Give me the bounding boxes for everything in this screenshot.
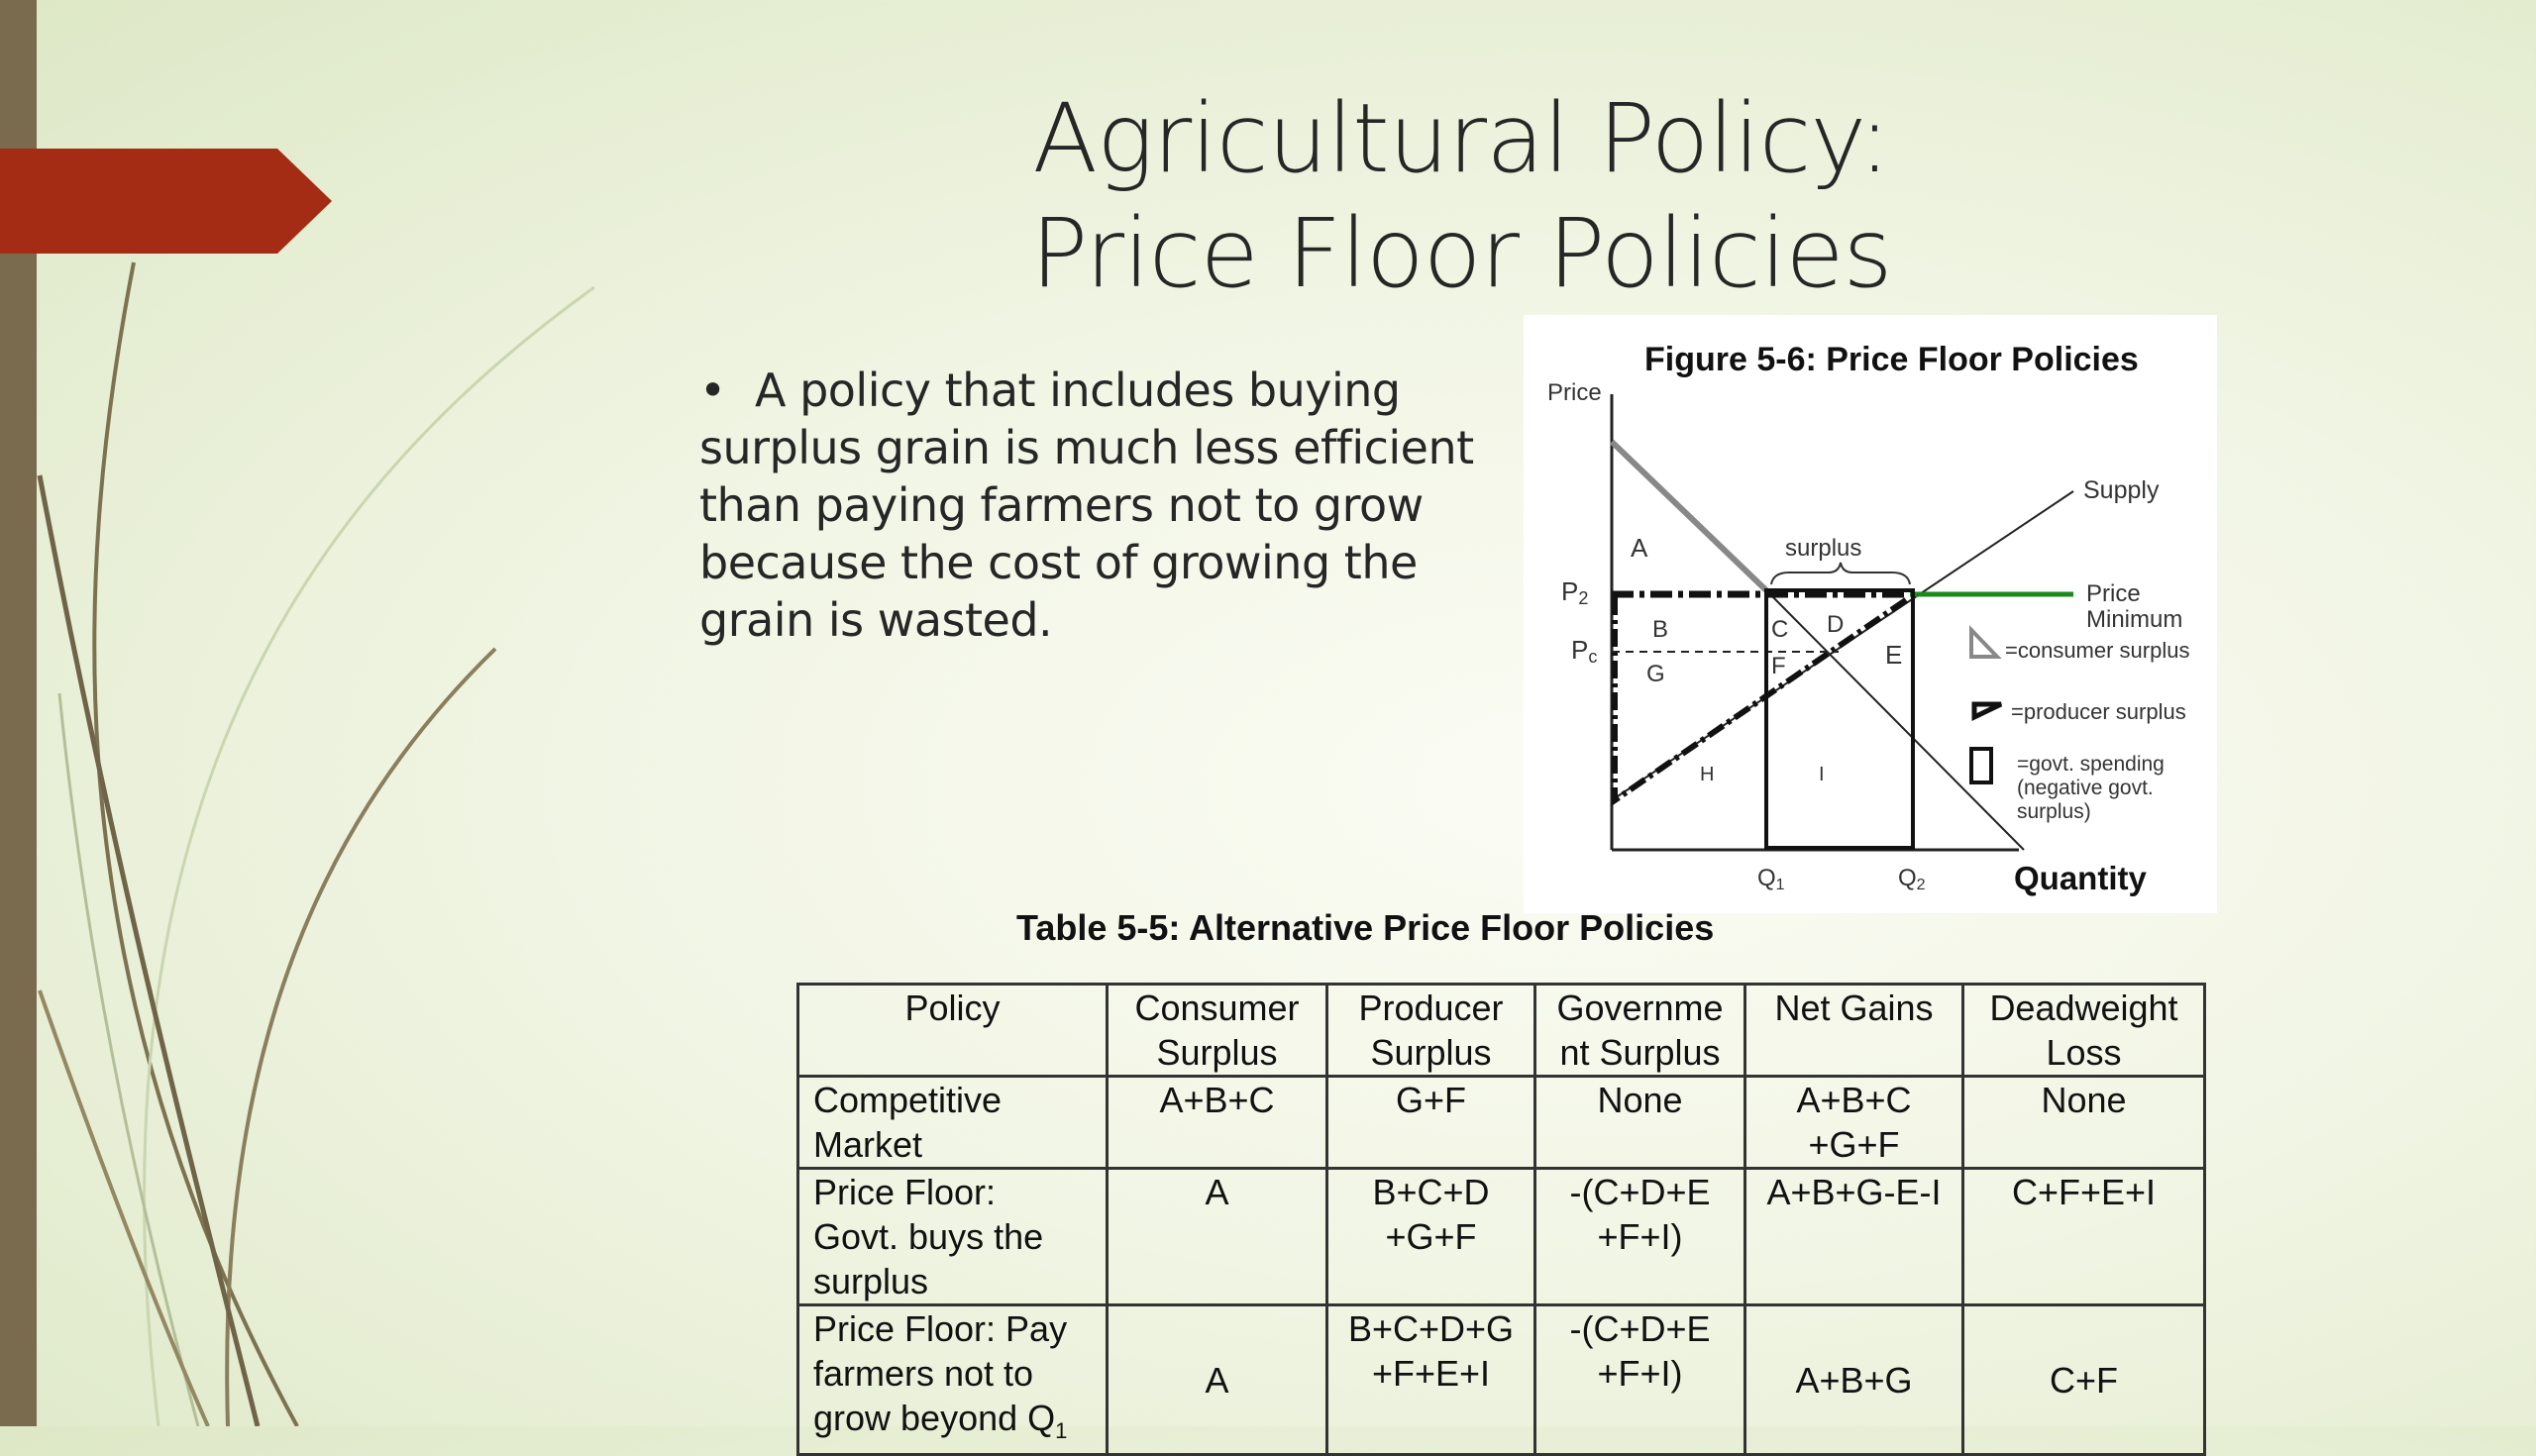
area-label-c: C <box>1771 616 1789 643</box>
legend-govt-text-3: surplus) <box>2017 800 2091 823</box>
cell-deadweight: C+F+E+I <box>1963 1169 2205 1305</box>
price-min-label-1: Price <box>2086 580 2141 607</box>
cell-net: A+B+C +G+F <box>1745 1077 1963 1169</box>
policy-table <box>796 983 2206 1456</box>
cell-consumer: A <box>1108 1305 1327 1455</box>
supply-label: Supply <box>2083 476 2160 504</box>
legend-govt-text-1: =govt. spending <box>2017 753 2165 776</box>
demand-curve-lower <box>1766 590 2024 850</box>
figure-title: Figure 5-6: Price Floor Policies <box>1644 341 2139 378</box>
cell-policy: Competitive Market <box>798 1077 1108 1169</box>
demand-curve-upper <box>1612 442 1766 590</box>
bullet-marker: • <box>699 364 726 417</box>
cell-deadweight: C+F <box>1963 1305 2205 1455</box>
cell-government: -(C+D+E +F+I) <box>1535 1305 1745 1455</box>
surplus-brace <box>1771 563 1910 584</box>
price-floor-diagram <box>1524 315 2217 913</box>
area-label-g: G <box>1646 661 1665 687</box>
arrow-tab-accent <box>0 149 332 254</box>
legend-govt-icon <box>1971 749 1991 782</box>
table-row <box>798 1305 2205 1455</box>
header-net-gains: Net Gains <box>1745 985 1963 1077</box>
slide-title-line-1: Agricultural Policy: <box>1032 83 1890 194</box>
area-label-h: H <box>1700 764 1715 785</box>
area-label-a: A <box>1631 533 1648 563</box>
p2-label: P2 <box>1561 576 1589 608</box>
cell-net: A+B+G-E-I <box>1745 1169 1963 1305</box>
cell-policy: Price Floor: Pay farmers not to grow beyond $Q_1$ <box>798 1305 1108 1455</box>
q1-label: Q1 <box>1757 865 1785 893</box>
bullet-text: A policy that includes buying surplus grain is much less efficient than paying farmers not to grow because the cost of growing the grain is wasted. <box>699 364 1474 647</box>
cell-net: A+B+G <box>1745 1305 1963 1455</box>
table-header-row <box>798 985 2205 1077</box>
pc-label: Pc <box>1571 635 1598 667</box>
header-government-surplus: Governme nt Surplus <box>1535 985 1745 1077</box>
cell-deadweight: None <box>1963 1077 2205 1169</box>
cell-consumer: A <box>1108 1169 1327 1305</box>
area-label-e: E <box>1885 640 1903 670</box>
slide-title <box>892 81 2031 311</box>
header-policy: Policy <box>798 985 1108 1077</box>
legend-consumer-icon <box>1971 630 1997 657</box>
legend-consumer-text: =consumer surplus <box>2005 638 2190 663</box>
cell-government: -(C+D+E +F+I) <box>1535 1169 1745 1305</box>
cell-producer: B+C+D +G+F <box>1327 1169 1535 1305</box>
area-label-i: I <box>1819 764 1825 785</box>
header-producer-surplus: Producer Surplus <box>1327 985 1535 1077</box>
legend-producer-text: =producer surplus <box>2011 699 2186 724</box>
bullet-paragraph <box>699 362 1492 649</box>
cell-government: None <box>1535 1077 1745 1169</box>
header-consumer-surplus: Consumer Surplus <box>1108 985 1327 1077</box>
cell-policy: Price Floor: Govt. buys the surplus <box>798 1169 1108 1305</box>
price-floor-figure <box>1524 315 2217 913</box>
x-axis-label: Quantity <box>2014 860 2147 896</box>
slide-title-line-2: Price Floor Policies <box>1030 198 1892 309</box>
header-deadweight-loss: Deadweight Loss <box>1963 985 2205 1077</box>
area-label-f: F <box>1771 653 1786 679</box>
cell-producer: G+F <box>1327 1077 1535 1169</box>
table-caption: Table 5-5: Alternative Price Floor Policies <box>1016 907 1715 948</box>
cell-producer: B+C+D+G +F+E+I <box>1327 1305 1535 1455</box>
area-label-d: D <box>1827 611 1845 638</box>
surplus-label: surplus <box>1785 535 1862 562</box>
legend-govt-text-2: (negative govt. <box>2017 777 2154 799</box>
area-label-b: B <box>1652 616 1669 643</box>
legend-producer-icon <box>1974 704 2001 717</box>
price-min-label-2: Minimum <box>2086 606 2183 633</box>
table-row <box>798 1077 2205 1169</box>
q2-label: Q2 <box>1898 865 1926 893</box>
cell-consumer: A+B+C <box>1108 1077 1327 1169</box>
table-row <box>798 1169 2205 1305</box>
y-axis-label: Price <box>1547 379 1602 406</box>
